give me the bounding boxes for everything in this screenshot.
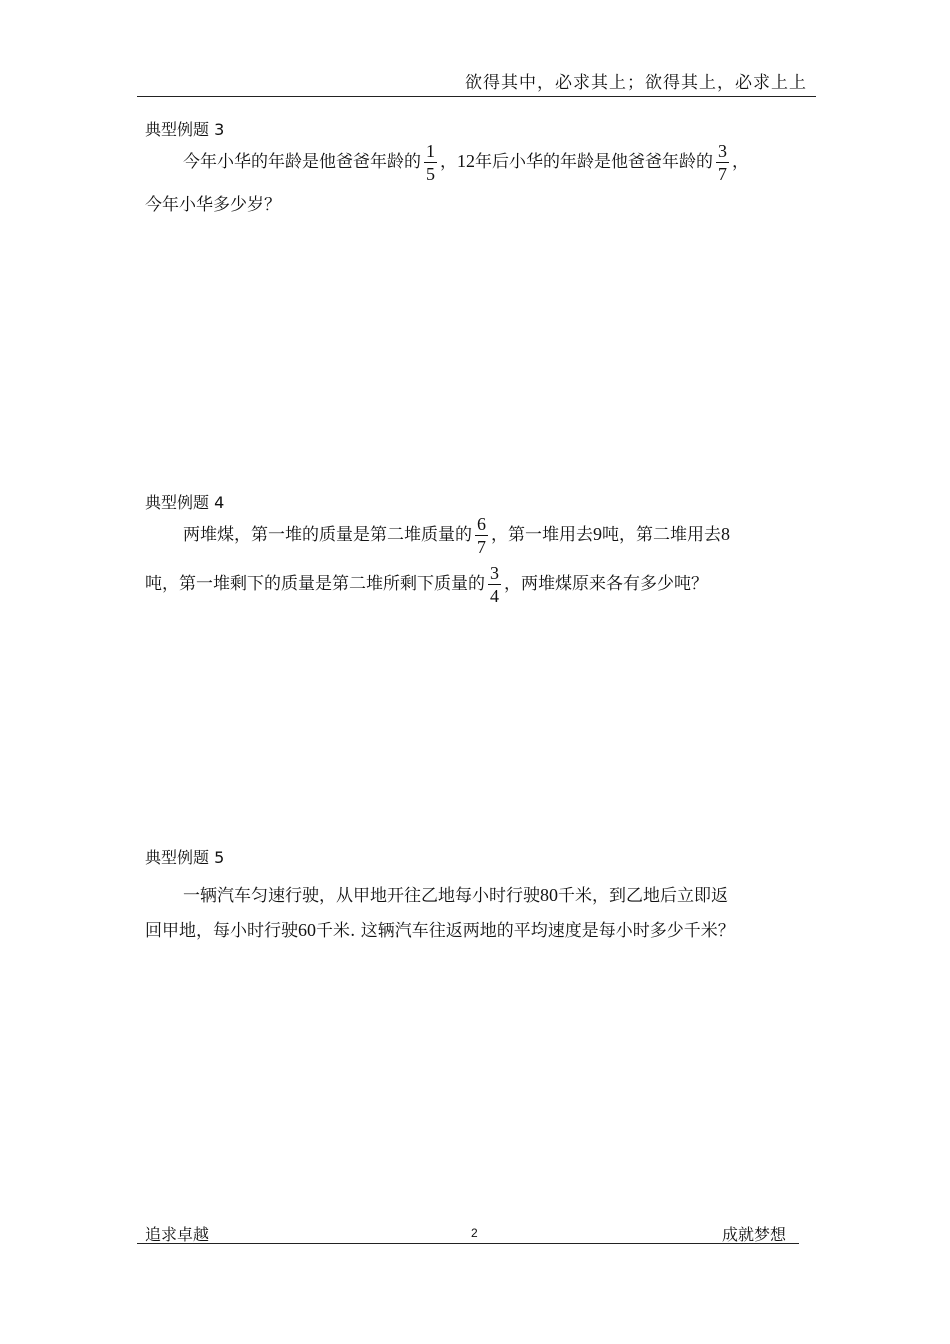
text: 今年小华的年龄是他爸爸年龄的 [183,152,421,172]
text: 一辆汽车匀速行驶，从甲地开往乙地每小时行驶 [183,886,540,906]
numerator: 1 [426,141,435,161]
page-number: 2 [471,1226,478,1240]
footer-left-text: 追求卓越 [145,1225,210,1244]
denominator: 4 [490,586,499,606]
text: ， [440,152,457,172]
number: 8 [721,524,730,544]
number: 12 [457,151,475,171]
fraction [424,142,437,183]
fraction [716,142,729,183]
text: ， [732,152,749,172]
denominator: 7 [477,537,486,557]
example-3-title: 典型例题 3 [145,120,225,139]
number: 9 [593,524,602,544]
text: 年后小华的年龄是他爸爸年龄的 [475,152,713,172]
example-5-title: 典型例题 5 [145,848,225,867]
text: 回甲地，每小时行驶 [145,921,298,941]
numerator: 6 [477,514,486,534]
numerator: 3 [718,141,727,161]
numerator: 3 [490,563,499,583]
example-5-line-2 [145,916,735,941]
text: 千米，到乙地后立即返 [558,886,728,906]
number: 60 [298,920,316,940]
header-motto: 欲得其中，必求其上；欲得其上，必求上上 [465,73,807,93]
header-rule [137,96,816,97]
example-3-line-2: 今年小华多少岁？ [145,195,281,215]
fraction [488,564,501,605]
fraction [475,515,488,556]
example-4-line-2 [145,564,708,605]
text: 千米. 这辆汽车往返两地的平均速度是每小时多少千米？ [316,921,735,941]
example-3-line-1 [183,142,749,183]
denominator: 7 [718,164,727,184]
example-4-line-1 [183,515,730,556]
text: 吨，第二堆用去 [602,525,721,545]
footer-rule [137,1243,799,1244]
example-4-title: 典型例题 4 [145,493,225,512]
number: 80 [540,885,558,905]
text: 吨，第一堆剩下的质量是第二堆所剩下质量的 [145,574,485,594]
text: ，第一堆用去 [491,525,593,545]
text: ，两堆煤原来各有多少吨？ [504,574,708,594]
denominator: 5 [426,164,435,184]
footer-right-text: 成就梦想 [722,1225,787,1244]
text: 两堆煤，第一堆的质量是第二堆质量的 [183,525,472,545]
example-5-line-1 [183,881,728,906]
